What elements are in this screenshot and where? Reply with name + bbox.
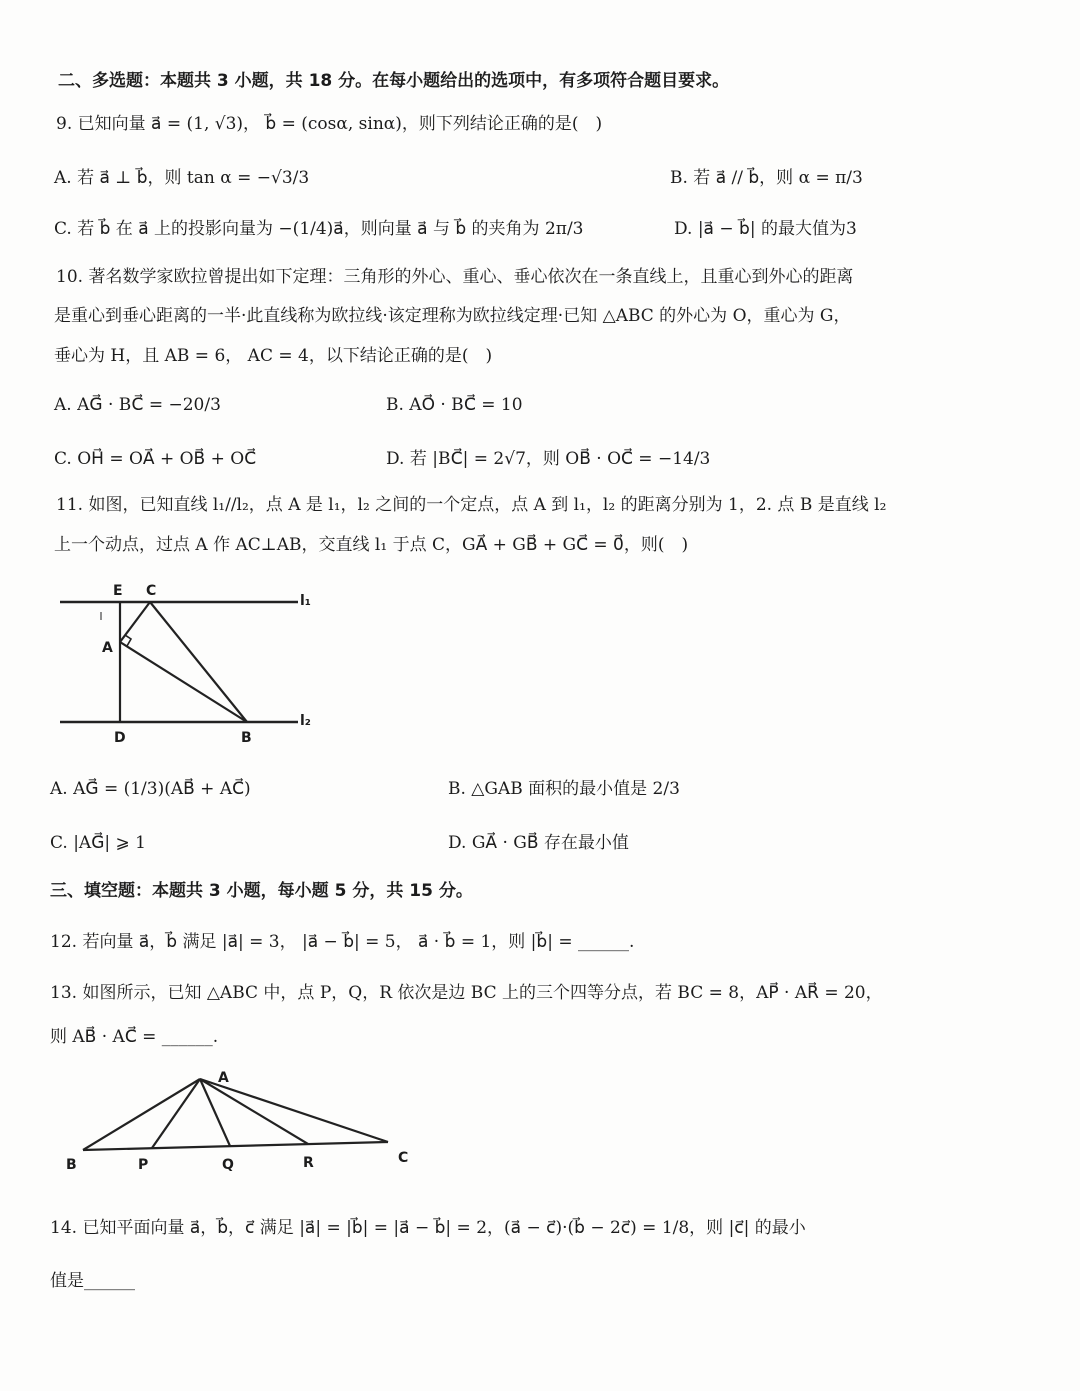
q9-option-a: A. 若 a⃗ ⊥ b⃗，则 tan α = −√3/3 (54, 168, 310, 188)
q11-option-c: C. |AG⃗| ⩾ 1 (50, 833, 146, 853)
segment-cb (150, 602, 247, 722)
q12-text: 12. 若向量 a⃗，b⃗ 满足 |a⃗| = 3， |a⃗ − b⃗| = 5， a⃗ · b⃗ = 1，则 |b⃗| = ______. (50, 932, 635, 952)
q11-label-c: C (146, 583, 157, 599)
q13-label-q: Q (222, 1157, 234, 1173)
q11-option-d: D. GA⃗ · GB⃗ 存在最小值 (448, 833, 629, 853)
right-angle-mark (125, 635, 131, 646)
q14-line-1: 14. 已知平面向量 a⃗，b⃗，c⃗ 满足 |a⃗| = |b⃗| = |a⃗ − b⃗| = 2，(a⃗ − c⃗)·(b⃗ − 2c⃗) = 1/8，则 |c⃗| 的最小 (50, 1218, 806, 1238)
q10-line-2: 是重心到垂心距离的一半·此直线称为欧拉线·该定理称为欧拉线定理·已知 △ABC 的外心为 O，重心为 G， (54, 306, 851, 326)
q11-label-d: D (114, 730, 126, 746)
q14-line-2: 值是______ (50, 1271, 135, 1291)
q10-option-a: A. AG⃗ · BC⃗ = −20/3 (54, 395, 221, 415)
q11-option-a: A. AG⃗ = (1/3)(AB⃗ + AC⃗) (50, 779, 251, 799)
q11-label-l1: l₁ (300, 593, 311, 609)
q11-label-l2: l₂ (300, 713, 311, 729)
q13-label-a: A (218, 1070, 229, 1086)
q9-option-c: C. 若 b⃗ 在 a⃗ 上的投影向量为 −(1/4)a⃗，则向量 a⃗ 与 b⃗ 的夹角为 2π/3 (54, 219, 584, 239)
q13-label-p: P (138, 1157, 149, 1173)
segment-ac (120, 602, 150, 642)
q9-option-b: B. 若 a⃗ // b⃗，则 α = π/3 (670, 168, 863, 188)
section-fill-blank-heading: 三、填空题：本题共 3 小题，每小题 5 分，共 15 分。 (50, 881, 473, 901)
q10-option-b: B. AO⃗ · BC⃗ = 10 (386, 395, 523, 415)
q13-line-2: 则 AB⃗ · AC⃗ = ______. (50, 1027, 219, 1047)
q13-line-1: 13. 如图所示，已知 △ABC 中，点 P，Q，R 依次是边 BC 上的三个四等分点，若 BC = 8，AP⃗ · AR⃗ = 20， (50, 983, 883, 1003)
q10-option-d: D. 若 |BC⃗| = 2√7，则 OB⃗ · OC⃗ = −14/3 (386, 449, 711, 469)
q11-option-b: B. △GAB 面积的最小值是 2/3 (448, 779, 680, 799)
segment-bc (83, 1142, 388, 1150)
segment-ar (200, 1079, 308, 1144)
q9-option-d: D. |a⃗ − b⃗| 的最大值为3 (674, 219, 857, 239)
q13-label-b: B (66, 1157, 77, 1173)
q11-line-1: 11. 如图，已知直线 l₁//l₂，点 A 是 l₁，l₂ 之间的一个定点，点 A 到 l₁，l₂ 的距离分别为 1，2. 点 B 是直线 l₂ (56, 495, 887, 515)
q11-label-e: E (113, 583, 123, 599)
q13-label-c: C (398, 1150, 409, 1166)
q11-line-2: 上一个动点，过点 A 作 AC⊥AB，交直线 l₁ 于点 C，GA⃗ + GB⃗ + GC⃗ = 0⃗，则( ) (54, 535, 689, 555)
q13-figure (0, 1060, 420, 1180)
segment-ap (152, 1079, 200, 1148)
q11-label-b: B (241, 730, 252, 746)
segment-ab (120, 642, 247, 722)
q9-stem: 9. 已知向量 a⃗ = (1, √3)， b⃗ = (cosα, sinα)，则下列结论正确的是( ) (56, 114, 603, 134)
q13-label-r: R (303, 1155, 314, 1171)
q10-line-1: 10. 著名数学家欧拉曾提出如下定理：三角形的外心、重心、垂心依次在一条直线上，且重心到外心的距离 (56, 267, 854, 287)
q11-label-a: A (102, 640, 113, 656)
segment-ac (200, 1079, 388, 1142)
section-multi-choice-heading: 二、多选题：本题共 3 小题，共 18 分。在每小题给出的选项中，有多项符合题目要求。 (58, 71, 730, 91)
q10-option-c: C. OH⃗ = OA⃗ + OB⃗ + OC⃗ (54, 449, 257, 469)
segment-ab (83, 1079, 200, 1150)
q10-line-3: 垂心为 H，且 AB = 6， AC = 4，以下结论正确的是( ) (54, 346, 493, 366)
